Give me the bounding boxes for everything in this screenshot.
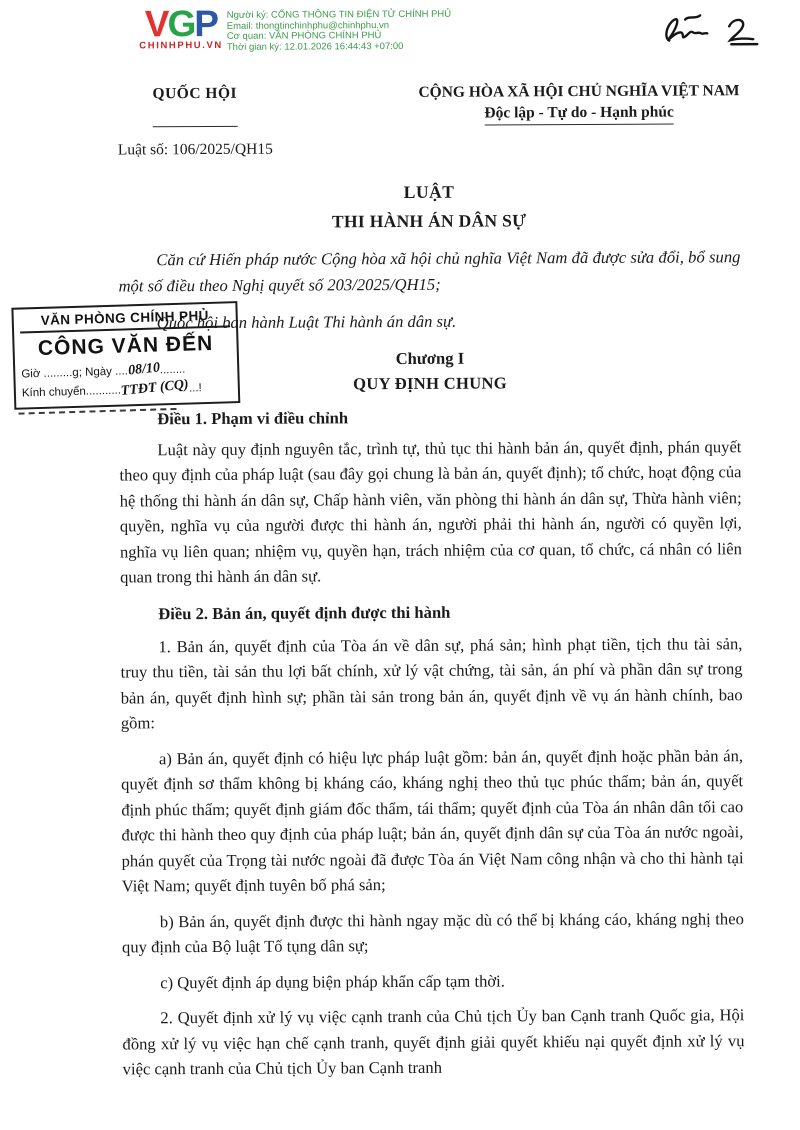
stamp-transfer-handwritten: TTĐT (CQ)	[120, 377, 190, 399]
stamp-box	[11, 301, 240, 410]
vgp-logo	[139, 2, 223, 52]
stamp-date-handwritten: 08/10	[127, 360, 161, 379]
email-line: Email: thongtinchinhphu@chinhphu.vn	[226, 19, 390, 32]
article-2-heading: Điều 2. Bản án, quyết định được thi hành	[158, 602, 451, 623]
chapter-label: Chương I	[395, 348, 465, 368]
logo-letter-v: V	[144, 3, 168, 45]
sign-time-line: Thời gian ký: 12.01.2026 16:44:43 +07:00	[226, 40, 404, 53]
article-2-point-b: b) Bản án, quyết định được thi hành ngay mặc dù có thể bị kháng cáo, kháng nghị theo quy định của Bộ luật Tố tụng dân sự;	[121, 908, 744, 957]
national-title: CỘNG HÒA XÃ HỘI CHỦ NGHĨA VIỆT NAM	[418, 82, 740, 101]
article-1-paragraph: Luật này quy định nguyên tắc, trình tự, thủ tục thi hành bản án, quyết định, phán quyết theo quy định của pháp luật (sau đây gọi chung là bản án, quyết định); tổ chức, hoạt động của hệ thống thi hành án dân sự, Chấp hành viên, văn phòng thi hành án dân sự, Thừa hành viên; quyền, nghĩa vụ của người được thi hành án, người phải thi hành án, người có quyền lợi, nghĩa vụ liên quan; nhiệm vụ, quyền hạn, trách nhiệm của cơ quan, tổ chức, cá nhân có liên quan trong thi hành án dân sự.	[119, 436, 742, 587]
national-header	[117, 82, 739, 127]
article-1-heading: Điều 1. Phạm vi điều chỉnh	[157, 407, 349, 428]
incoming-mail-stamp	[11, 301, 240, 415]
chapter-title: QUY ĐỊNH CHUNG	[353, 372, 508, 393]
national-motto-block	[418, 82, 739, 126]
law-number: Luật số: 106/2025/QH15	[117, 140, 273, 159]
issuer-name: QUỐC HỘI	[152, 85, 237, 127]
handwritten-note	[657, 10, 769, 58]
digital-signature-block	[227, 8, 452, 53]
vgp-logo-domain: CHINHPHU.VN	[139, 39, 223, 52]
article-2-clause-2: 2. Quyết định xử lý vụ việc cạnh tranh của Chủ tịch Ủy ban Cạnh tranh Quốc gia, Hội đồng xử lý vụ việc hạn chế cạnh tranh, quyết định giải quyết khiếu nại quyết định xử lý vụ việc cạnh tranh của Chủ tịch Ủy ban Cạnh tranh	[122, 1005, 745, 1079]
doc-title-line1: LUẬT	[403, 181, 455, 202]
stamp-transfer-trail: ...!	[188, 382, 202, 395]
logo-letter-g: G	[167, 3, 195, 45]
logo-letter-p: P	[194, 2, 218, 45]
stamp-date-label: Giờ .........g; Ngày ....	[21, 365, 129, 381]
vgp-logo-letters	[139, 2, 223, 45]
doc-title-line2: THI HÀNH ÁN DÂN SỰ	[331, 210, 527, 232]
article-2-point-a: a) Bản án, quyết định có hiệu lực pháp luật gồm: bản án, quyết định hoặc phần bản án, quyết định sơ thẩm không bị kháng cáo, kháng nghị theo thủ tục phúc thẩm; bản án, quyết định phúc thẩm; quyết định giám đốc thẩm, tái thẩm; quyết định của Tòa án nhân dân tối cao được thi hành theo quy định của pháp luật; bản án, quyết định dân sự của Tòa án nước ngoài, phán quyết của Trọng tài nước ngoài đã được Tòa án Việt Nam công nhận và cho thi hành tại Việt Nam; quyết định tuyên bố phá sản;	[121, 745, 744, 896]
handwriting-icon	[657, 10, 769, 53]
signer-line: Người ký: CỔNG THÔNG TIN ĐIỆN TỬ CHÍNH PHỦ	[226, 8, 452, 21]
stamp-office-name: VĂN PHÒNG CHÍNH PHỦ	[19, 305, 230, 333]
article-2-clause-1: 1. Bản án, quyết định của Tòa án về dân sự, phá sản; hình phạt tiền, tịch thu tài sản, truy thu tiền, tài sản thu lợi bất chính, xử lý vật chứng, tài sản, án phí và phần dân sự trong bản án, quyết định hình sự; phần tài sản trong bản án, quyết định về vụ án hành chính, bao gồm:	[120, 633, 743, 733]
enactment-clause: Quốc hội ban hành Luật Thi hành án dân sự.	[156, 311, 457, 333]
stamp-date-trail: ........	[159, 363, 186, 377]
article-2-point-c: c) Quyết định áp dụng biện pháp khẩn cấp tạm thời.	[160, 970, 505, 992]
stamp-transfer-label: Kính chuyển...........	[21, 384, 122, 400]
agency-line: Cơ quan: VĂN PHÒNG CHÍNH PHỦ	[226, 30, 382, 42]
preamble-paragraph: Căn cứ Hiến pháp nước Cộng hòa xã hội chủ nghĩa Việt Nam đã được sửa đổi, bổ sung một số điều theo Nghị quyết số 203/2025/QH15;	[118, 247, 741, 295]
national-motto: Độc lập - Tự do - Hạnh phúc	[484, 104, 674, 126]
stamp-title: CÔNG VĂN ĐẾN	[37, 331, 214, 361]
